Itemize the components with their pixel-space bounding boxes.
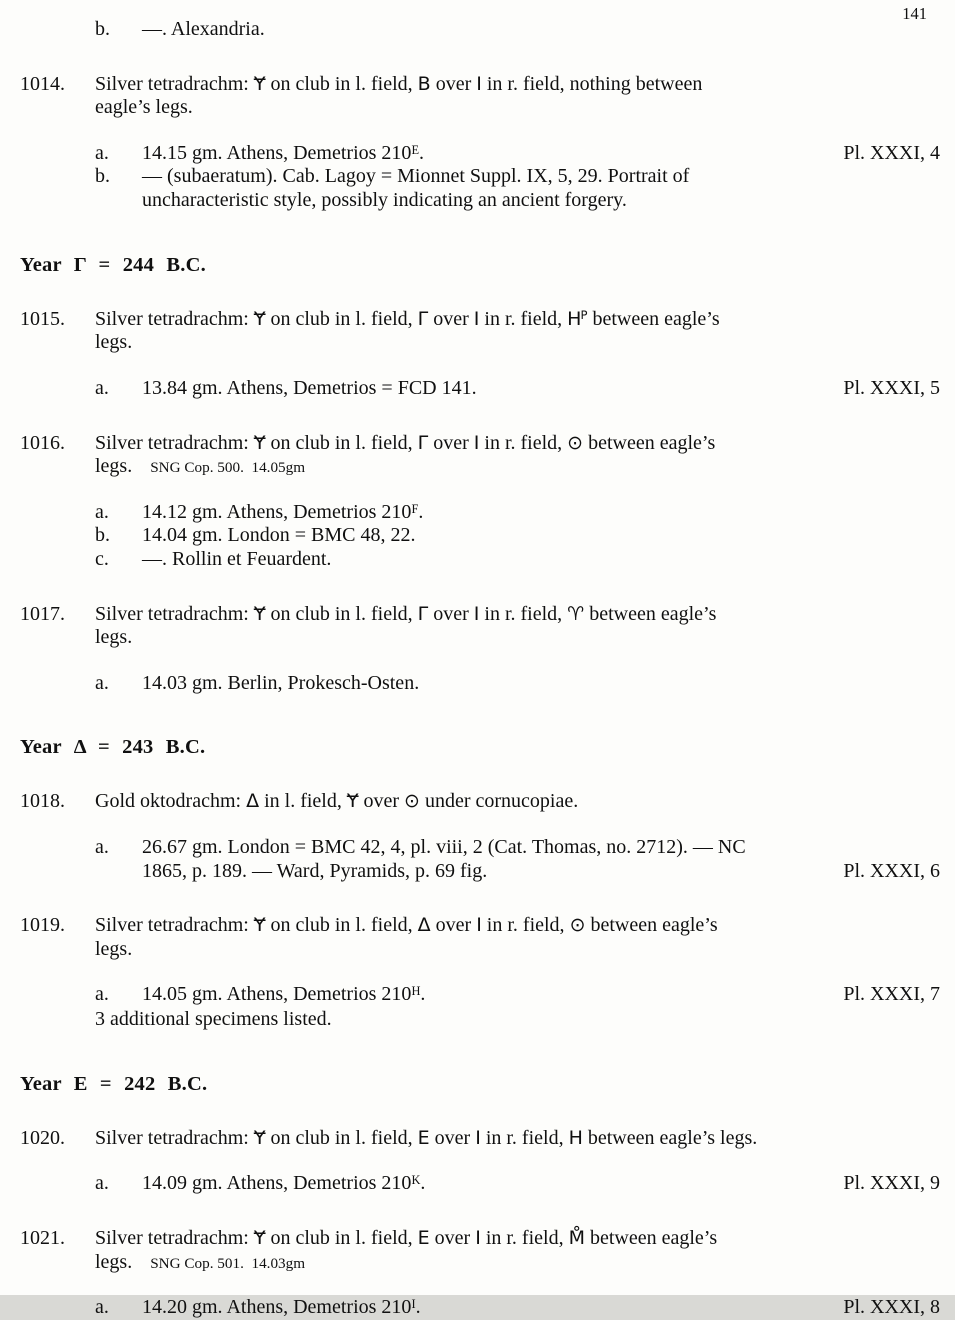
text-run: legs.: [95, 626, 133, 649]
specimen-label: a.: [95, 1296, 109, 1319]
specimen-label: a.: [95, 671, 109, 694]
text-run: 1865, p. 189. — Ward, Pyramids, p. 69 fig.: [142, 859, 488, 882]
description-line: [95, 790, 940, 814]
plate-reference: Pl. XXXI, 5: [843, 376, 940, 399]
specimen-line: [142, 18, 940, 42]
control-mark: I: [473, 307, 480, 330]
text-run: .: [415, 1296, 421, 1319]
specimen-line: [142, 548, 940, 572]
text-run: over: [429, 1126, 476, 1149]
description-line: [95, 1251, 940, 1275]
year-heading: Year Δ = 243 B.C.: [20, 736, 206, 759]
specimen-label: c.: [95, 547, 109, 570]
plate-reference: Pl. XXXI, 4: [843, 141, 940, 164]
specimen-text: [142, 983, 940, 1007]
specimen-list: [95, 1296, 940, 1320]
specimen-row: [95, 501, 940, 525]
entry-number: 1020.: [20, 1126, 65, 1149]
entry-number: 1018.: [20, 790, 65, 813]
control-mark: H: [411, 984, 421, 999]
text-run: .: [419, 141, 425, 164]
specimen-text: [142, 18, 940, 42]
specimen-label: b.: [95, 524, 110, 547]
specimen-row: [95, 836, 940, 883]
control-mark: E: [417, 1227, 430, 1249]
text-run: Silver tetradrachm:: [95, 1126, 254, 1149]
specimen-list: [95, 142, 940, 213]
text-run: in r. field,: [481, 914, 570, 937]
control-mark: Γ: [417, 431, 429, 454]
text-run: between eagle’s: [584, 602, 717, 625]
specimen-text: [142, 501, 940, 525]
text-run: over: [358, 790, 405, 813]
entry-number: 1014.: [20, 72, 65, 95]
specimen-text: [142, 836, 940, 883]
control-mark: I: [473, 602, 480, 625]
control-mark: E: [411, 142, 420, 157]
control-mark: Ɏ: [253, 431, 266, 454]
control-mark: I: [475, 1227, 481, 1249]
specimen-list: [95, 836, 940, 883]
plate-reference: Pl. XXXI, 8: [843, 1296, 940, 1319]
specimen-label: b.: [95, 18, 110, 40]
specimen-row: [95, 142, 940, 166]
text-run: under cornucopiae.: [419, 790, 579, 813]
text-run: 14.03 gm. Berlin, Prokesch-Osten.: [142, 671, 420, 694]
text-run: between eagle’s: [583, 431, 716, 454]
control-mark: Ɏ: [253, 1227, 266, 1249]
description-line: [95, 938, 940, 962]
specimen-text: [142, 142, 940, 166]
year-heading: Year Γ = 244 B.C.: [20, 253, 206, 276]
text-run: in l. field,: [259, 790, 347, 813]
text-run: eagle’s legs.: [95, 96, 193, 119]
description-line: [95, 331, 940, 355]
specimen-text: [142, 165, 940, 212]
entry-number: 1019.: [20, 914, 65, 937]
catalog-entry: [20, 308, 940, 401]
specimen-text: [142, 377, 940, 401]
control-mark: ⊙: [567, 431, 584, 454]
plate-reference: Pl. XXXI, 9: [843, 1172, 940, 1195]
specimen-row: [95, 983, 940, 1007]
text-run: on club in l. field,: [265, 72, 418, 95]
text-run: between eagle’s: [587, 307, 720, 330]
text-run: over: [430, 914, 477, 937]
description-line: [95, 96, 940, 120]
specimen-line: [142, 377, 810, 401]
control-mark: F: [411, 501, 419, 516]
text-run: .: [420, 1172, 426, 1195]
entry-body: [95, 790, 940, 883]
text-run: in r. field,: [479, 307, 568, 330]
page-number: 141: [902, 4, 927, 23]
text-run: on club in l. field,: [265, 307, 418, 330]
text-run: legs.: [95, 1250, 133, 1273]
text-run: legs.: [95, 937, 133, 960]
text-run: 14.04 gm. London = BMC 48, 22.: [142, 524, 416, 547]
text-run: .: [418, 500, 424, 523]
specimen-label: a.: [95, 500, 109, 523]
year-heading: Year E = 242 B.C.: [20, 1072, 208, 1095]
specimen-list: [95, 672, 940, 696]
text-run: over: [428, 307, 474, 330]
control-mark: H: [567, 307, 582, 330]
entry-number: 1021.: [20, 1227, 65, 1249]
entry-number: 1016.: [20, 431, 65, 454]
specimen-line: [142, 501, 940, 525]
specimen-text: [142, 524, 940, 548]
control-mark: Γ: [417, 307, 429, 330]
text-run: in r. field,: [480, 1227, 569, 1249]
text-run: Silver tetradrachm:: [95, 431, 254, 454]
text-run: Silver tetradrachm:: [95, 602, 254, 625]
entry-description: [95, 914, 940, 961]
sng-annotation: SNG Cop. 501. 14.03gm: [150, 1254, 306, 1272]
description-line: [95, 1227, 940, 1251]
control-mark: ⊙: [569, 914, 586, 937]
specimen-line: [142, 860, 810, 884]
specimen-line: [142, 524, 940, 548]
specimen-list: [95, 983, 940, 1007]
text-run: 14.05 gm. Athens, Demetrios 210: [142, 983, 412, 1006]
text-run: in r. field,: [479, 602, 568, 625]
control-mark: B: [417, 72, 431, 95]
entry-description: [95, 790, 940, 814]
control-mark: Δ: [417, 914, 431, 937]
control-mark: Ɏ: [253, 72, 266, 95]
text-run: on club in l. field,: [265, 1126, 418, 1149]
specimen-row: [95, 377, 940, 401]
specimen-row: [95, 165, 940, 212]
text-run: on club in l. field,: [265, 602, 418, 625]
entry-body: [95, 914, 940, 1031]
specimen-row: [95, 672, 940, 696]
text-run: between eagle’s legs.: [582, 1126, 758, 1149]
catalog-entry: [20, 790, 940, 883]
text-run: between eagle’s: [584, 1227, 718, 1249]
control-mark: ⊙: [404, 790, 420, 813]
text-run: between eagle’s: [585, 914, 718, 937]
text-run: Gold oktodrachm:: [95, 790, 247, 813]
entry-body: [95, 1127, 940, 1196]
text-run: — (subaeratum). Cab. Lagoy = Mionnet Suppl. IX, 5, 29. Portrait of: [142, 165, 690, 188]
text-run: legs.: [95, 331, 133, 354]
specimen-label: a.: [95, 983, 109, 1006]
control-mark: E: [417, 1126, 430, 1149]
plate-reference: Pl. XXXI, 7: [843, 983, 940, 1006]
specimen-line: [142, 1296, 810, 1320]
control-mark: I: [473, 431, 480, 454]
text-run: uncharacteristic style, possibly indicating an ancient forgery.: [142, 188, 627, 211]
catalog-entry: [20, 1227, 940, 1320]
specimen-text: [142, 1296, 940, 1320]
control-mark: K: [411, 1173, 421, 1188]
specimen-line: [142, 189, 940, 213]
specimen-text: [142, 1172, 940, 1196]
specimen-list: [95, 501, 940, 572]
control-mark: Ɏ: [253, 1126, 266, 1149]
entry-body: [95, 603, 940, 696]
control-mark: Ɏ: [253, 602, 266, 625]
entry-body: [95, 308, 940, 401]
control-mark: Ɏ: [253, 914, 266, 937]
specimen-row: [95, 1172, 940, 1196]
specimen-line: [142, 983, 810, 1007]
text-run: 26.67 gm. London = BMC 42, 4, pl. viii, 2 (Cat. Thomas, no. 2712). — NC: [142, 836, 746, 859]
specimen-text: [142, 548, 940, 572]
specimen-list: [95, 377, 940, 401]
entry-body: [95, 1227, 940, 1320]
text-run: Silver tetradrachm:: [95, 72, 254, 95]
description-line: [95, 914, 940, 938]
text-run: 14.20 gm. Athens, Demetrios 210: [142, 1296, 412, 1319]
plate-reference: Pl. XXXI, 6: [843, 859, 940, 882]
specimen-line: [142, 672, 940, 696]
text-run: —. Rollin et Feuardent.: [142, 547, 332, 570]
specimen-label: a.: [95, 1172, 109, 1195]
entry-description: [95, 73, 940, 120]
specimen-label: b.: [95, 165, 110, 188]
specimen-row: [95, 1296, 940, 1320]
control-mark: I: [476, 914, 482, 937]
sng-annotation: SNG Cop. 500. 14.05gm: [150, 459, 306, 477]
specimen-line: [142, 142, 810, 166]
description-line: [95, 308, 940, 332]
text-run: 14.12 gm. Athens, Demetrios 210: [142, 500, 412, 523]
text-run: on club in l. field,: [265, 914, 418, 937]
page-content: [20, 2, 940, 1320]
text-run: 13.84 gm. Athens, Demetrios = FCD 141.: [142, 376, 477, 399]
control-mark: I: [411, 1296, 416, 1311]
entry-number: 1017.: [20, 602, 65, 625]
catalog-entry: [20, 603, 940, 696]
control-mark: Δ: [246, 790, 260, 813]
description-line: [95, 455, 940, 479]
description-line: [95, 73, 940, 97]
text-run: —. Alexandria.: [142, 18, 265, 40]
specimen-list: [95, 1172, 940, 1196]
catalog-entry: [20, 432, 940, 572]
entry-description: [95, 1227, 940, 1274]
catalog-entry: [20, 73, 940, 213]
catalog-entry: [20, 1127, 940, 1196]
entry-description: [95, 603, 940, 650]
control-mark: ♈: [567, 602, 585, 625]
specimen-line: [142, 836, 810, 860]
text-run: in r. field,: [480, 1126, 569, 1149]
control-mark: I: [475, 1126, 481, 1149]
text-run: over: [428, 431, 474, 454]
text-run: 14.15 gm. Athens, Demetrios 210: [142, 141, 412, 164]
text-run: on club in l. field,: [265, 1227, 418, 1249]
specimen-row: [95, 548, 940, 572]
entry-note: 3 additional specimens listed.: [95, 1008, 332, 1031]
specimen-row: [95, 524, 940, 548]
specimen-label: a.: [95, 836, 109, 859]
description-line: [95, 626, 940, 650]
specimen-row: [95, 18, 940, 42]
entry-number: 1015.: [20, 307, 65, 330]
control-mark: Ɏ: [253, 307, 266, 330]
specimen-label: a.: [95, 376, 109, 399]
specimen-text: [142, 672, 940, 696]
specimen-label: a.: [95, 141, 109, 164]
text-run: Silver tetradrachm:: [95, 307, 254, 330]
text-run: on club in l. field,: [265, 431, 418, 454]
text-run: over: [428, 602, 474, 625]
text-run: over: [430, 72, 477, 95]
text-run: over: [429, 1227, 476, 1249]
text-run: Silver tetradrachm:: [95, 914, 254, 937]
text-run: .: [420, 983, 426, 1006]
text-run: Silver tetradrachm:: [95, 1227, 254, 1249]
entry-description: [95, 308, 940, 355]
description-line: [95, 603, 940, 627]
text-run: in r. field,: [479, 431, 568, 454]
control-mark: M̊: [568, 1227, 585, 1249]
control-mark: I: [476, 72, 482, 95]
entry-body: [95, 432, 940, 572]
specimen-line: [142, 1172, 810, 1196]
control-mark: Γ: [417, 602, 429, 625]
control-mark: H: [568, 1126, 583, 1149]
description-line: [95, 1127, 940, 1151]
control-mark: Ɏ: [346, 790, 359, 813]
entry-description: [95, 432, 940, 479]
control-mark: P: [580, 307, 588, 322]
description-line: [95, 432, 940, 456]
text-run: in r. field, nothing between: [481, 72, 703, 95]
specimen-line: [142, 165, 940, 189]
catalog-entry: [20, 914, 940, 1031]
text-run: 14.09 gm. Athens, Demetrios 210: [142, 1172, 412, 1195]
entry-body: [95, 73, 940, 213]
entry-description: [95, 1127, 940, 1151]
text-run: legs.: [95, 455, 133, 478]
